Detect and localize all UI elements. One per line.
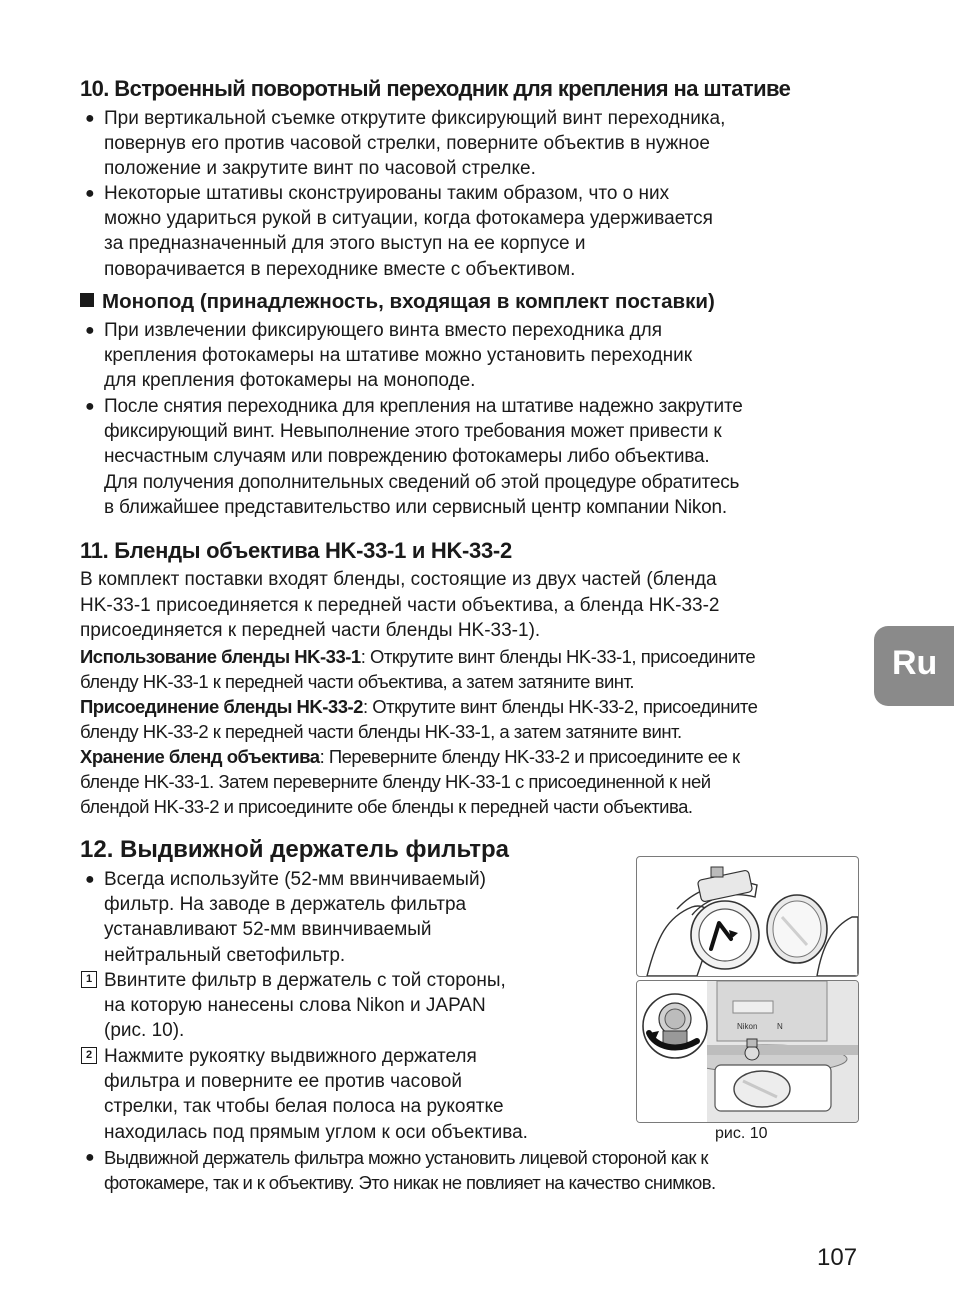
text-line: для крепления фотокамеры на моноподе. xyxy=(104,370,476,392)
monopod-title: Монопод (принадлежность, входящая в комплект поставки) xyxy=(102,290,715,313)
text-line: на которую нанесены слова Nikon и JAPAN xyxy=(104,995,486,1017)
text-line: бленду HK-33-2 к передней части бленды HK-33-1, а затем затяните винт. xyxy=(80,721,682,742)
text-line: фильтр. На заводе в держатель фильтра xyxy=(104,894,467,916)
hood-use-label: Использование бленды HK-33-1 xyxy=(80,646,361,667)
sec12-bullet-2 xyxy=(85,1145,716,1195)
hood-attach-text: : Открутите винт бленды HK-33-2, присоедините xyxy=(362,696,758,717)
text-line: поворачивается в переходнике вместе с объективом. xyxy=(104,258,576,280)
text-line: бленде HK-33-1. Затем переверните бленду HK-33-1 с присоединенной к ней xyxy=(80,771,711,792)
step-number-2: 2 xyxy=(81,1047,97,1064)
lens-filter-holder-illustration xyxy=(637,981,858,1122)
hood-use-text: : Открутите винт бленды HK-33-1, присоедините xyxy=(360,646,756,667)
sec11-intro xyxy=(80,567,719,644)
bullet-icon: ● xyxy=(85,322,95,339)
monopod-bullet-2 xyxy=(85,394,743,520)
sec12-step-2 xyxy=(85,1044,528,1145)
text-line: HK-33-1 присоединяется к передней части объектива, а бленда HK-33-2 xyxy=(80,594,720,616)
text-line: (рис. 10). xyxy=(104,1020,185,1042)
text-line: фотокамере, так и к объективу. Это никак не повлияет на качество снимков. xyxy=(104,1172,716,1193)
text-line: присоединяется к передней части бленды HK-33-1). xyxy=(80,620,541,641)
text-line: При извлечении фиксирующего винта вместо переходника для xyxy=(104,320,663,341)
section-12-title: 12. Выдвижной держатель фильтра xyxy=(80,836,509,863)
page-number: 107 xyxy=(817,1244,858,1271)
bullet-icon: ● xyxy=(85,1149,95,1166)
bullet-icon: ● xyxy=(85,185,95,202)
text-line: При вертикальной съемке открутите фиксирующий винт переходника, xyxy=(104,108,726,129)
bullet-icon: ● xyxy=(85,398,95,415)
text-line: за предназначенный для этого выступ на ее корпусе и xyxy=(104,233,586,255)
monopod-bullet-1 xyxy=(85,318,693,394)
text-line: Ввинтите фильтр в держатель с той стороны, xyxy=(104,970,506,991)
text-line: Выдвижной держатель фильтра можно установить лицевой стороной как к xyxy=(104,1147,708,1168)
hood-use xyxy=(80,644,757,819)
text-line: находилась под прямым углом к оси объектива. xyxy=(104,1121,528,1143)
text-line: фиксирующий винт. Невыполнение этого требования может привести к xyxy=(104,421,722,443)
text-line: повернув его против часовой стрелки, поверните объектив в нужное xyxy=(104,133,710,155)
language-tab-label: Ru xyxy=(892,644,938,682)
text-line: фильтра и поверните ее против часовой xyxy=(104,1071,462,1093)
section-11-title: 11. Бленды объектива HK-33-1 и HK-33-2 xyxy=(80,538,512,563)
figure-10-panel-bottom xyxy=(636,980,859,1123)
sec12-step-1 xyxy=(85,968,506,1044)
hood-store-text: : Переверните бленду HK-33-2 и присоедините ее к xyxy=(319,746,740,767)
hood-store-label: Хранение бленд объектива xyxy=(80,746,320,767)
language-tab xyxy=(874,626,954,706)
sec10-bullet-1 xyxy=(85,106,726,182)
sec10-bullet-2 xyxy=(85,181,713,282)
bullet-icon: ● xyxy=(85,871,95,888)
text-line: крепления фотокамеры на штативе можно установить переходник xyxy=(104,345,693,367)
text-line: положение и закрутите винт по часовой стрелке. xyxy=(104,158,536,180)
text-line: Нажмите рукоятку выдвижного держателя xyxy=(104,1046,477,1067)
figure-label-n: N xyxy=(777,1022,783,1031)
filter-insertion-illustration xyxy=(637,857,858,976)
hood-attach-label: Присоединение бленды HK-33-2 xyxy=(80,696,363,717)
text-line: Всегда используйте (52-мм ввинчиваемый) xyxy=(104,869,486,890)
text-line: в ближайшее представительство или сервисный центр компании Nikon. xyxy=(104,496,727,518)
text-line: можно удариться рукой в ситуации, когда фотокамера удерживается xyxy=(104,208,713,230)
figure-caption: рис. 10 xyxy=(715,1125,768,1142)
text-line: бленду HK-33-1 к передней части объектива, а затем затяните винт. xyxy=(80,671,635,692)
text-line: несчастным случаям или повреждению фотокамеры либо объектива. xyxy=(104,446,710,468)
step-number-1: 1 xyxy=(81,971,97,988)
text-line: В комплект поставки входят бленды, состоящие из двух частей (бленда xyxy=(80,569,717,590)
text-line: блендой HK-33-2 и присоедините обе бленды к передней части объектива. xyxy=(80,796,693,817)
text-line: нейтральный светофильтр. xyxy=(104,944,346,966)
text-line: устанавливают 52-мм ввинчиваемый xyxy=(104,919,432,941)
figure-label-nikon: Nikon xyxy=(737,1022,758,1031)
sec12-bullet-1 xyxy=(85,867,486,968)
text-line: После снятия переходника для крепления на штативе надежно закрутите xyxy=(104,396,743,417)
bullet-icon: ● xyxy=(85,110,95,127)
monopod-heading xyxy=(80,290,715,314)
text-line: Некоторые штативы сконструированы таким образом, что о них xyxy=(104,183,670,204)
text-line: стрелки, так чтобы белая полоса на рукоятке xyxy=(104,1096,504,1118)
figure-10-panel-top xyxy=(636,856,859,977)
section-10-title: 10. Встроенный поворотный переходник для крепления на штативе xyxy=(80,76,791,101)
text-line: Для получения дополнительных сведений об этой процедуре обратитесь xyxy=(104,471,740,493)
square-bullet-icon xyxy=(80,293,94,307)
